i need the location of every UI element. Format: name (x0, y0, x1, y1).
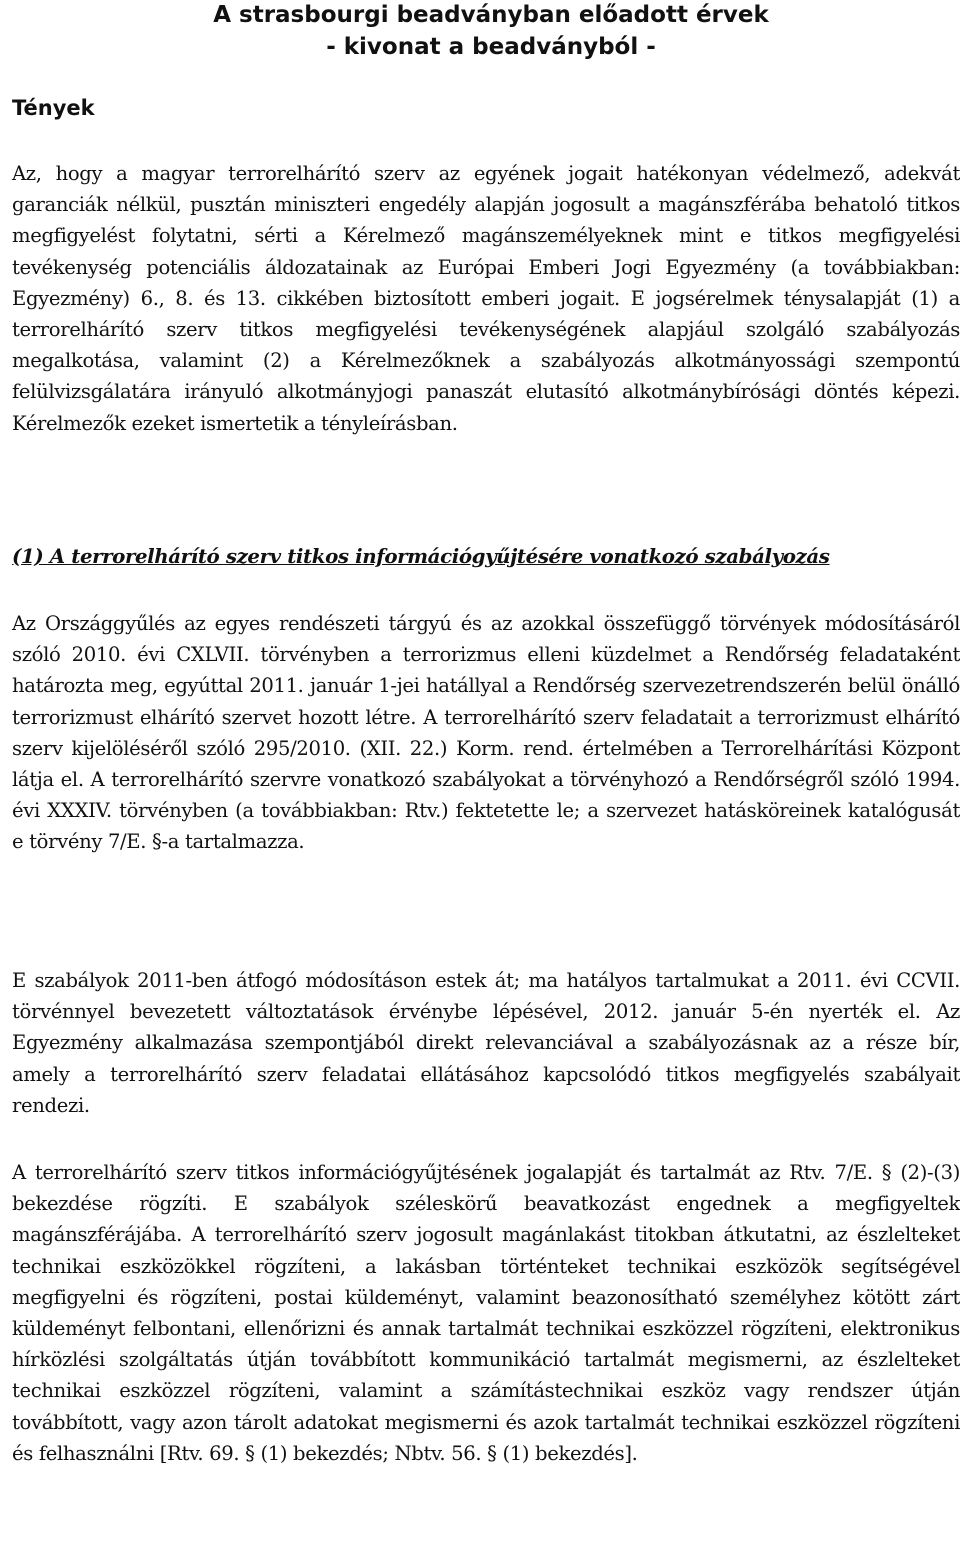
paragraph-legislation: Az Országgyűlés az egyes rendészeti tárgyú és az azokkal összefüggő törvények módosításáról szóló 2010. évi CXLVII. törvényben a terrorizmus elleni küzdelmet a Rendőrség feladataként határozta meg, egyúttal 2011. január 1-jei hatállyal a Rendőrség szervezetrendszerén belül önálló terrorizmust elhárító szervet hozott létre. A terrorelhárító szerv feladatait a terrorizmust elhárító szerv kijelöléséről szóló 295/2010. (XII. 22.) Korm. rend. értelmében a Terrorelhárítási Központ látja el. A terrorelhárító szervre vonatkozó szabályokat a törvényhozó a Rendőrségről szóló 1994. évi XXXIV. törvényben (a továbbiakban: Rtv.) fektetette le; a szervezet hatásköreinek katalógusát e törvény 7/E. §-a tartalmazza. (12, 612, 960, 854)
document-subtitle: - kivonat a beadványból - (326, 34, 656, 60)
paragraph-intro: Az, hogy a magyar terrorelhárító szerv az egyének jogait hatékonyan védelmező, adekvát garanciák nélkül, pusztán miniszteri engedély alapján jogosult a magánszférába behatoló titkos megfigyelést folytatni, sérti a Kérelmező magánszemélyeknek mint e titkos megfigyelési tevékenység potenciális áldozatainak az Európai Emberi Jogi Egyezmény (a továbbiakban: Egyezmény) 6., 8. és 13. cikkében biztosított emberi jogait. E jogsérelmek ténysalapját (1) a terrorelhárító szerv titkos megfigyelési tevékenységének alapjául szolgáló szabályozás megalkotása, valamint (2) a Kérelmezőknek a szabályozás alkotmányossági szempontú felülvizsgálatára irányuló alkotmányjogi panaszát elutasító alkotmánybírósági döntés képezi. Kérelmezők ezeket ismertetik a tényleírásban. (12, 162, 960, 435)
paragraph-surveillance-powers: A terrorelhárító szerv titkos információgyűjtésének jogalapját és tartalmát az Rtv. 7/E. § (2)-(3) bekezdése rögzíti. E szabályok széleskörű beavatkozást engednek a megfigyeltek magánszférájába. A terrorelhárító szerv jogosult magánlakást titokban átkutatni, az észlelteket technikai eszközökkel rögzíteni, a lakásban történteket technikai eszközök segítségével megfigyelni és rögzíteni, postai küldeményt, valamint beazonosítható személyhez kötött zárt küldeményt felbontani, ellenőrizni és annak tartalmát technikai eszközzel rögzíteni, elektronikus hírközlési szolgáltatás útján továbbított kommunikáció tartalmát megismerni, az észlelteket technikai eszközzel rögzíteni, valamint a számítástechnikai eszköz vagy rendszer útján továbbított, vagy azon tárolt adatokat megismerni és azok tartalmát technikai eszközzel rögzíteni és felhasználni [Rtv. 69. § (1) bekezdés; Nbtv. 56. § (1) bekezdés]. (12, 1161, 960, 1465)
paragraph-amendments: E szabályok 2011-ben átfogó módosításon estek át; ma hatályos tartalmukat a 2011. évi CCVII. törvénnyel bevezetett változtatások érvénybe lépésével, 2012. január 5-én nyerték el. Az Egyezmény alkalmazása szempontjából direkt relevanciával a szabályozásnak az a része bír, amely a terrorelhárító szerv feladatai ellátásához kapcsolódó titkos megfigyelés szabályait rendezi. (12, 969, 960, 1117)
subsection-heading: (1) A terrorelhárító szerv titkos információgyűjtésére vonatkozó szabályozás (12, 544, 830, 568)
document-title: A strasbourgi beadványban előadott érvek (213, 2, 769, 28)
section-heading-facts: Tények (12, 96, 95, 120)
